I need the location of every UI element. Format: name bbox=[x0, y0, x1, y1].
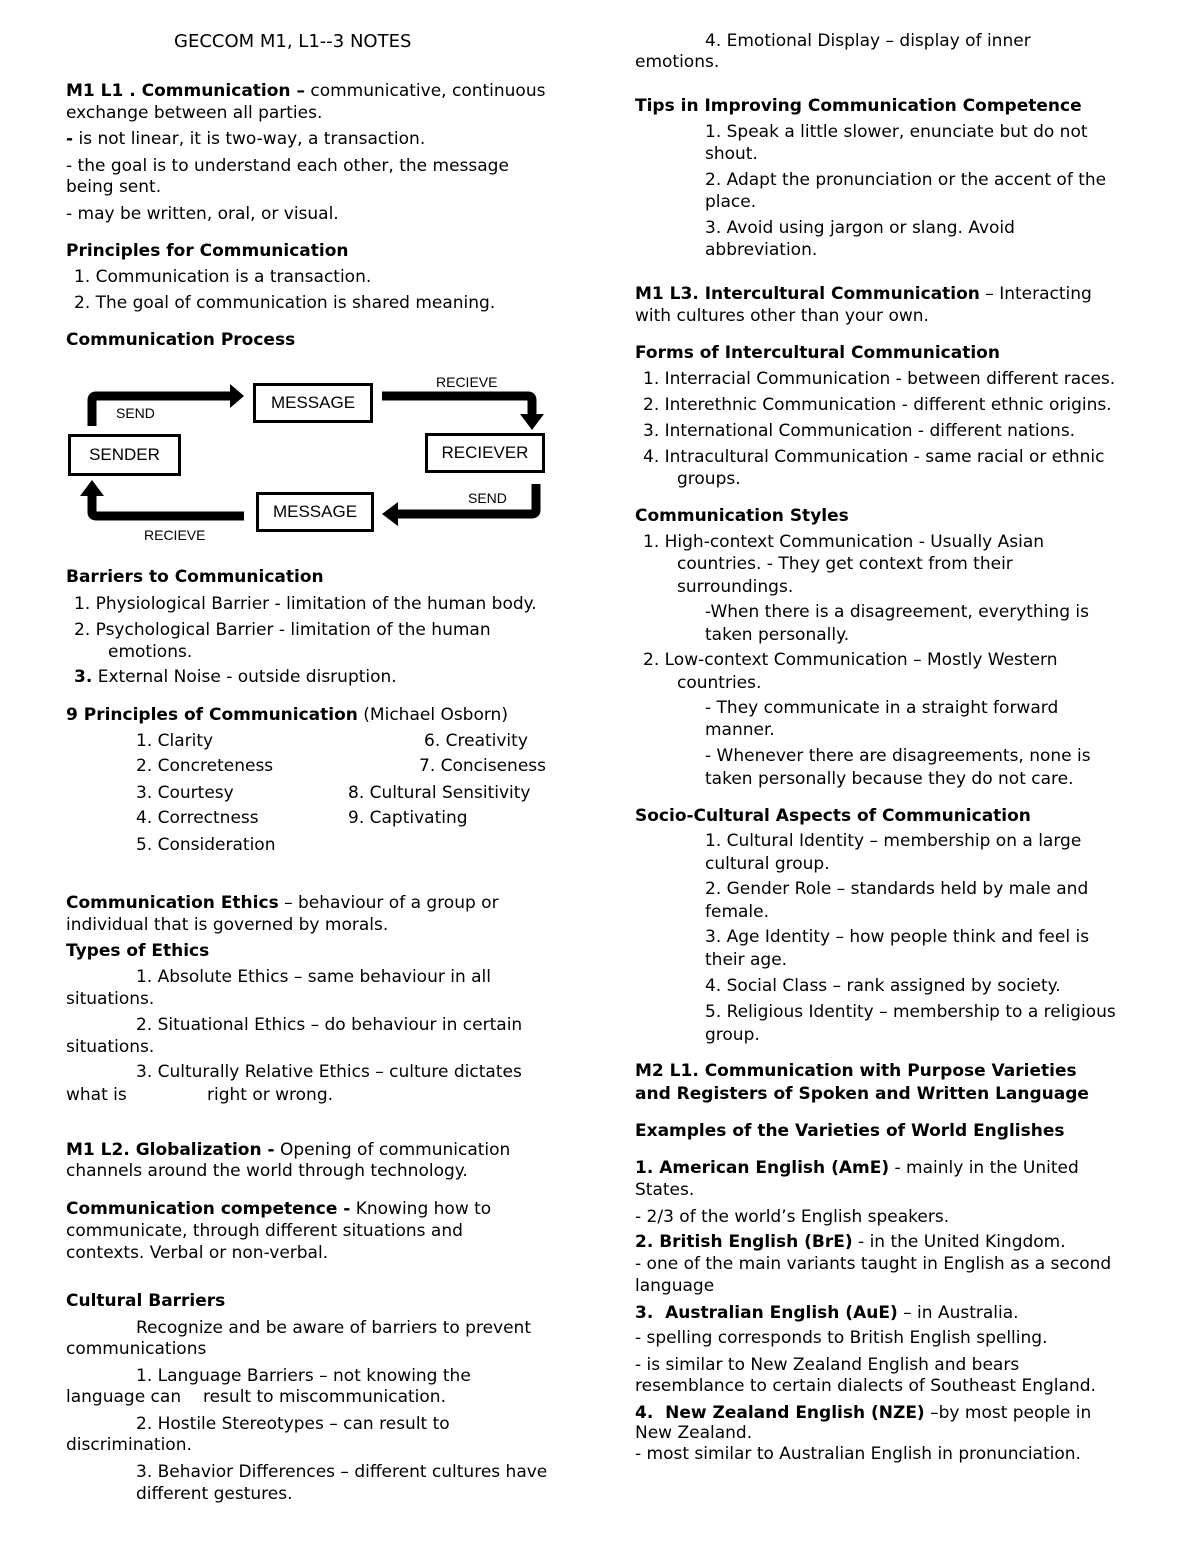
m1l1-bullet2a: - the goal is to understand each other, the message bbox=[66, 156, 509, 176]
socio-item-2b: female. bbox=[705, 902, 770, 922]
m1l1-bullet1: - is not linear, it is two-way, a transaction. bbox=[66, 129, 426, 149]
arrowhead-bottom-right bbox=[382, 502, 398, 526]
socio-item-3b: their age. bbox=[705, 950, 788, 970]
cultural-item-1a: 1. Language Barriers – not knowing the bbox=[136, 1366, 471, 1386]
ethics-type-1b: situations. bbox=[66, 989, 155, 1009]
style-high-5: taken personally. bbox=[705, 625, 850, 645]
form-item-4b: groups. bbox=[677, 469, 741, 489]
cultural-barriers-heading: Cultural Barriers bbox=[66, 1291, 226, 1311]
cultural-item-2a: 2. Hostile Stereotypes – can result to bbox=[136, 1414, 450, 1434]
emotional-display-b: emotions. bbox=[635, 52, 720, 72]
socio-item-2a: 2. Gender Role – standards held by male and bbox=[705, 879, 1089, 899]
recieve-arrow-bottom bbox=[92, 494, 244, 516]
m1l3-line1: M1 L3. Intercultural Communication – Interacting bbox=[635, 284, 1092, 304]
bre-line1: 2. British English (BrE) - in the United Kingdom. bbox=[635, 1232, 1066, 1252]
aue-bullet2: - is similar to New Zealand English and bears bbox=[635, 1355, 1020, 1375]
arrowhead-top-right bbox=[520, 414, 544, 430]
form-item-2: 2. Interethnic Communication - different ethnic origins. bbox=[643, 395, 1112, 415]
ethics-type-3b-1: what is bbox=[66, 1085, 127, 1105]
ethics-heading: Communication Ethics bbox=[66, 893, 279, 913]
competence-heading: Communication competence - bbox=[66, 1199, 351, 1219]
style-high-3: surroundings. bbox=[677, 577, 794, 597]
cultural-item-1b-2: result to miscommunication. bbox=[203, 1387, 446, 1407]
style-high-4: -When there is a disagreement, everything is bbox=[705, 602, 1089, 622]
arrowhead-bottom-left bbox=[80, 480, 104, 496]
types-of-ethics-heading: Types of Ethics bbox=[66, 941, 210, 961]
barrier-item-2a: 2. Psychological Barrier - limitation of the human bbox=[74, 620, 491, 640]
m2l1-heading-1: M2 L1. Communication with Purpose Varieties bbox=[635, 1061, 1077, 1081]
m1l3-heading: M1 L3. Intercultural Communication bbox=[635, 284, 980, 304]
send-arrow-top bbox=[92, 396, 232, 426]
style-low-6: taken personally because they do not care. bbox=[705, 769, 1074, 789]
socio-item-1a: 1. Cultural Identity – membership on a large bbox=[705, 831, 1082, 851]
page-title: GECCOM M1, L1--3 NOTES bbox=[174, 31, 412, 52]
m1l2-line1: M1 L2. Globalization - Opening of communication bbox=[66, 1140, 511, 1160]
cultural-item-2b: discrimination. bbox=[66, 1435, 192, 1455]
message-box-top: MESSAGE bbox=[253, 383, 373, 423]
process-heading: Communication Process bbox=[66, 330, 296, 350]
examples-heading: Examples of the Varieties of World Englishes bbox=[635, 1121, 1065, 1141]
style-low-5: - Whenever there are disagreements, none is bbox=[705, 746, 1091, 766]
m1l1-bullet2b: being sent. bbox=[66, 177, 162, 197]
send-label-right: SEND bbox=[468, 490, 507, 506]
cultural-item-1b-1: language can bbox=[66, 1387, 182, 1407]
barriers-heading: Barriers to Communication bbox=[66, 567, 324, 587]
nine-item-5: 5. Consideration bbox=[136, 835, 276, 855]
m1l2-heading: M1 L2. Globalization - bbox=[66, 1140, 275, 1160]
style-low-1: 2. Low-context Communication – Mostly Western bbox=[643, 650, 1058, 670]
nine-item-1: 1. Clarity bbox=[136, 731, 214, 751]
ame-line2: States. bbox=[635, 1180, 695, 1200]
competence-line2: communicate, through different situations and bbox=[66, 1221, 463, 1241]
ame-heading: 1. American English (AmE) bbox=[635, 1158, 890, 1178]
nine-item-8: 8. Cultural Sensitivity bbox=[348, 783, 531, 803]
nze-line1: 4. New Zealand English (NZE) –by most people in bbox=[635, 1403, 1092, 1423]
m1l2-line2: channels around the world through technology. bbox=[66, 1161, 468, 1181]
form-item-3: 3. International Communication - different nations. bbox=[643, 421, 1076, 441]
nine-principles-heading: 9 Principles of Communication (Michael Osborn) bbox=[66, 705, 508, 725]
style-high-2: countries. - They get context from their bbox=[677, 554, 1013, 574]
cultural-item-3b: different gestures. bbox=[136, 1484, 293, 1504]
tip-2a: 2. Adapt the pronunciation or the accent of the bbox=[705, 170, 1107, 190]
bre-heading: 2. British English (BrE) bbox=[635, 1232, 853, 1252]
tips-heading: Tips in Improving Communication Competence bbox=[635, 96, 1082, 116]
socio-item-4: 4. Social Class – rank assigned by society. bbox=[705, 976, 1061, 996]
m1l1-line2: exchange between all parties. bbox=[66, 103, 323, 123]
recieve-label-top: RECIEVE bbox=[436, 374, 498, 390]
arrowhead-top-left bbox=[230, 384, 244, 408]
style-low-4: manner. bbox=[705, 720, 775, 740]
send-arrow-bottom bbox=[396, 484, 536, 514]
bre-bullet1: - one of the main variants taught in English as a second bbox=[635, 1254, 1112, 1274]
nze-heading: 4. New Zealand English (NZE) bbox=[635, 1403, 925, 1423]
send-label-top: SEND bbox=[116, 405, 155, 421]
nine-item-7: 7. Conciseness bbox=[419, 756, 547, 776]
receiver-box: RECIEVER bbox=[425, 433, 545, 473]
socio-heading: Socio-Cultural Aspects of Communication bbox=[635, 806, 1031, 826]
principle-item-1: 1. Communication is a transaction. bbox=[74, 267, 372, 287]
nine-item-3: 3. Courtesy bbox=[136, 783, 234, 803]
ethics-line2: individual that is governed by morals. bbox=[66, 915, 389, 935]
forms-heading: Forms of Intercultural Communication bbox=[635, 343, 1000, 363]
socio-item-1b: cultural group. bbox=[705, 854, 830, 874]
aue-line1: 3. Australian English (AuE) – in Australia. bbox=[635, 1303, 1019, 1323]
socio-item-5a: 5. Religious Identity – membership to a religious bbox=[705, 1002, 1116, 1022]
cultural-intro-1: Recognize and be aware of barriers to prevent bbox=[136, 1318, 531, 1338]
cultural-intro-2: communications bbox=[66, 1339, 207, 1359]
m1l1-bullet3: - may be written, oral, or visual. bbox=[66, 204, 339, 224]
principle-item-2: 2. The goal of communication is shared meaning. bbox=[74, 293, 496, 313]
ethics-line1: Communication Ethics – behaviour of a group or bbox=[66, 893, 499, 913]
tip-2b: place. bbox=[705, 192, 757, 212]
aue-bullet3: resemblance to certain dialects of Southeast England. bbox=[635, 1376, 1096, 1396]
sender-box: SENDER bbox=[68, 434, 181, 476]
competence-line3: contexts. Verbal or non-verbal. bbox=[66, 1243, 329, 1263]
bre-bullet2: language bbox=[635, 1276, 715, 1296]
ethics-type-3b-2: right or wrong. bbox=[207, 1085, 334, 1105]
principles-heading: Principles for Communication bbox=[66, 241, 349, 261]
ethics-type-2b: situations. bbox=[66, 1037, 155, 1057]
ethics-type-3a: 3. Culturally Relative Ethics – culture dictates bbox=[136, 1062, 522, 1082]
style-low-2: countries. bbox=[677, 673, 762, 693]
nine-item-4: 4. Correctness bbox=[136, 808, 259, 828]
barrier-item-1: 1. Physiological Barrier - limitation of the human body. bbox=[74, 594, 537, 614]
ethics-type-1a: 1. Absolute Ethics – same behaviour in all bbox=[136, 967, 491, 987]
styles-heading: Communication Styles bbox=[635, 506, 849, 526]
ethics-type-2a: 2. Situational Ethics – do behaviour in certain bbox=[136, 1015, 523, 1035]
socio-item-5b: group. bbox=[705, 1025, 760, 1045]
m2l1-heading-2: and Registers of Spoken and Written Language bbox=[635, 1084, 1089, 1104]
ame-line1: 1. American English (AmE) - mainly in the United bbox=[635, 1158, 1079, 1178]
barrier-item-2b: emotions. bbox=[108, 642, 193, 662]
nze-bullet1: - most similar to Australian English in pronunciation. bbox=[635, 1444, 1081, 1464]
tip-1a: 1. Speak a little slower, enunciate but do not bbox=[705, 122, 1088, 142]
style-low-3: - They communicate in a straight forward bbox=[705, 698, 1059, 718]
tip-1b: shout. bbox=[705, 144, 758, 164]
nine-item-6: 6. Creativity bbox=[424, 731, 528, 751]
nine-item-2: 2. Concreteness bbox=[136, 756, 274, 776]
communication-process-diagram bbox=[66, 370, 566, 543]
message-box-bottom: MESSAGE bbox=[256, 492, 374, 532]
recieve-arrow-top bbox=[382, 396, 532, 416]
socio-item-3a: 3. Age Identity – how people think and feel is bbox=[705, 927, 1090, 947]
style-high-1: 1. High-context Communication - Usually Asian bbox=[643, 532, 1045, 552]
tip-3a: 3. Avoid using jargon or slang. Avoid bbox=[705, 218, 1015, 238]
cultural-item-3a: 3. Behavior Differences – different cultures have bbox=[136, 1462, 548, 1482]
nze-line2: New Zealand. bbox=[635, 1423, 753, 1443]
m1l3-line2: with cultures other than your own. bbox=[635, 306, 929, 326]
form-item-1: 1. Interracial Communication - between different races. bbox=[643, 369, 1116, 389]
aue-bullet1: - spelling corresponds to British English spelling. bbox=[635, 1328, 1048, 1348]
m1l1-line1: M1 L1 . Communication – communicative, continuous bbox=[66, 81, 546, 101]
nine-item-9: 9. Captivating bbox=[348, 808, 468, 828]
competence-line1: Communication competence - Knowing how to bbox=[66, 1199, 492, 1219]
ame-bullet1: - 2/3 of the world’s English speakers. bbox=[635, 1207, 950, 1227]
aue-heading: 3. Australian English (AuE) bbox=[635, 1303, 898, 1323]
emotional-display-a: 4. Emotional Display – display of inner bbox=[705, 31, 1031, 51]
tip-3b: abbreviation. bbox=[705, 240, 818, 260]
m1l1-heading: M1 L1 . Communication – bbox=[66, 81, 305, 101]
barrier-item-3: 3. External Noise - outside disruption. bbox=[74, 667, 397, 687]
form-item-4a: 4. Intracultural Communication - same racial or ethnic bbox=[643, 447, 1105, 467]
recieve-label-bottom: RECIEVE bbox=[144, 527, 206, 543]
